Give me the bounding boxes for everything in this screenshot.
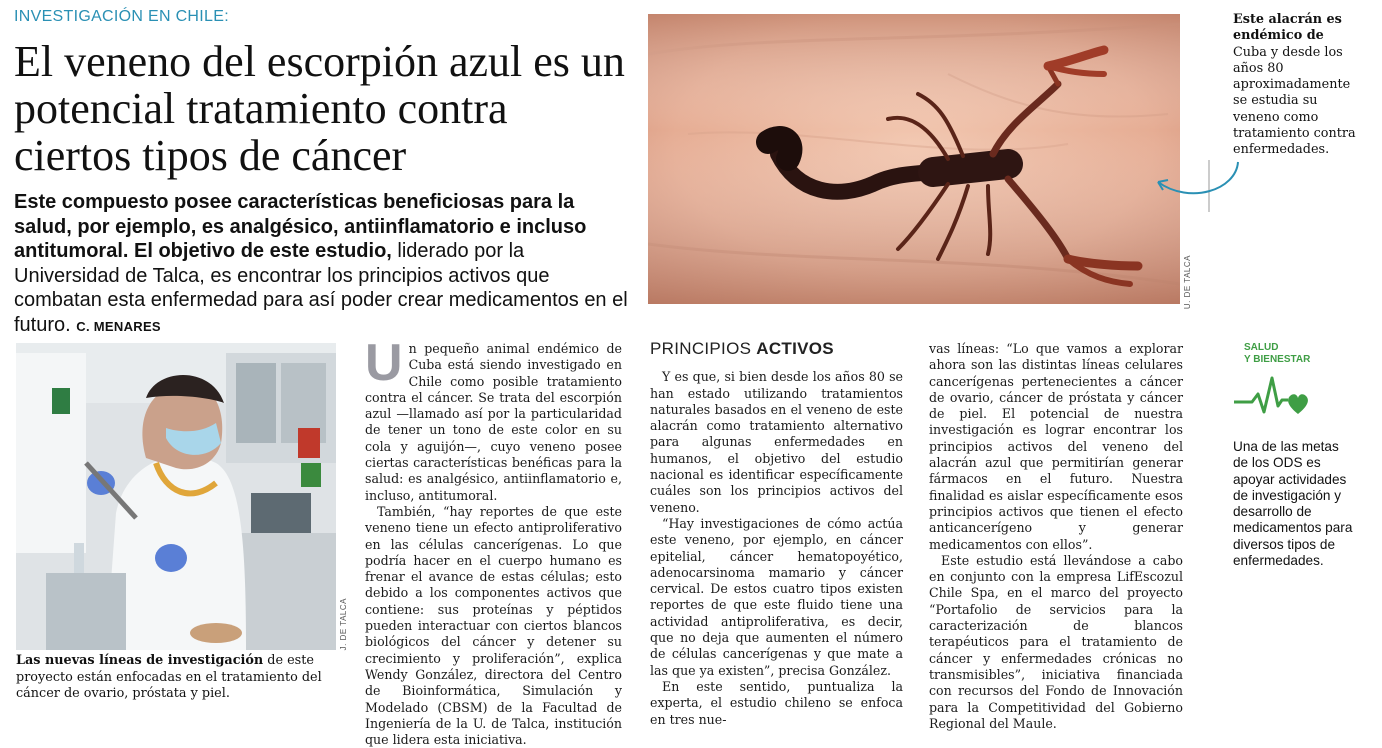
scorpion-photo bbox=[648, 14, 1180, 304]
subhead-bold: ACTIVOS bbox=[756, 339, 834, 358]
headline: El veneno del escorpión azul es un potencial tratamiento contra ciertos tipos de cáncer bbox=[14, 37, 625, 180]
lab-photo bbox=[16, 343, 336, 650]
column3-paragraph-2: Este estudio está llevándose a cabo en conjunto con la empresa LifEscozul Chile Spa, en el marco del proyecto “Portafolio de servicios para la caracterización de blancos terapéuticos para el tratamiento de cáncer y enfermedades crónicas no transmisibles”, iniciativa financiada con recursos del Fondo de Innovación para la Competitividad del Gobierno Regional del Maule. bbox=[929, 552, 1183, 731]
ods-label-line-2: Y BIENESTAR bbox=[1244, 354, 1311, 365]
article-column-2 bbox=[650, 341, 903, 728]
scorpion-photo-credit: U. DE TALCA bbox=[1183, 255, 1192, 310]
column1-paragraph-1: n pequeño animal endémico de Cuba está siendo investigado en Chile como posible tratamiento contra el cáncer. Se trata del escorpión azul —llamado así por la particularidad de tener un tono de este color en su cola y aguijón—, cuyo veneno posee ciertas características benéficas para la salud: es analgésico, antiinflamatorio e, incluso, antitumoral. bbox=[365, 341, 622, 503]
subhead-regular: PRINCIPIOS bbox=[650, 339, 757, 358]
article-column-1 bbox=[365, 334, 622, 748]
lab-caption-regular: de este proyecto están enfocadas en el tratamiento del cáncer de ovario, próstata y piel. bbox=[16, 653, 322, 701]
section-subhead bbox=[650, 341, 903, 357]
ods-label-line-1: SALUD bbox=[1244, 342, 1279, 353]
column2-paragraph-1: Y es que, si bien desde los años 80 se han estado utilizando tratamientos naturales basados en el veneno de este alacrán como tratamiento alternativo para algunas enfermedades en humanos, el objetivo del estudio nacional es identificar específicamente cuáles son los principios activos del veneno. bbox=[650, 369, 903, 515]
lab-photo-caption bbox=[16, 653, 336, 703]
callout-arrow-icon bbox=[1150, 160, 1250, 220]
heartbeat-heart-icon bbox=[1232, 372, 1312, 422]
article-column-3 bbox=[929, 341, 1183, 732]
scorpion-caption-regular: Cuba y desde los años 80 aproximadamente se estudia su veneno como tratamiento contra enfermedades. bbox=[1233, 44, 1356, 158]
column3-paragraph-1: vas líneas: “Lo que vamos a explorar ahora son las distintas líneas celulares cancerígenas pertenecientes a cáncer de ovario, cáncer de próstata y cáncer de piel. El potencial de nuestra investigación es lograr encontrar los principios activos del veneno del alacrán azul que permitirían generar fármacos en el futuro. Nuestra finalidad es aislar específicamente esos principios activos que tienen el efecto anticancerígeno y generar medicamentos con ellos”. bbox=[929, 341, 1183, 552]
author-byline: C. MENARES bbox=[76, 318, 161, 334]
lab-photo-credit: J. DE TALCA bbox=[339, 598, 348, 651]
kicker: INVESTIGACIÓN EN CHILE: bbox=[14, 8, 229, 25]
dek bbox=[14, 190, 632, 339]
dek-regular: liderado por la Universidad de Talca, es encontrar los principios activos que combatan esta enfermedad para así poder crear medicamentos en el futuro. bbox=[14, 240, 628, 336]
ods-text: Una de las metas de los ODS es apoyar actividades de investigación y desarrollo de medicamentos para diversos tipos de enfermedades. bbox=[1233, 439, 1353, 569]
scorpion-photo-caption bbox=[1233, 12, 1361, 159]
column1-paragraph-2: También, “hay reportes de que este veneno tiene un efecto antiproliferativo en las células cancerígenas. Lo que podría hacer en el cuerpo humano es frenar el avance de estas células; esto debido a los componentes activos que contiene: sus proteínas y péptidos pueden interactuar con ciertos blancos biológicos del cáncer y detener su crecimiento y proliferación”, explica Wendy González, directora del Centro de Bioinformática, Simulación y Modelado (CBSM) de la Facultad de Ingeniería de la U. de Talca, institución que lidera esta iniciativa. bbox=[365, 503, 622, 748]
scorpion-caption-bold: Este alacrán es endémico de bbox=[1233, 12, 1342, 44]
lab-caption-bold: Las nuevas líneas de investigación bbox=[16, 653, 264, 668]
scorpion-photo-art bbox=[648, 14, 1180, 304]
dropcap: U bbox=[365, 334, 403, 392]
column2-paragraph-3: En este sentido, puntualiza la experta, el estudio chileno se enfoca en tres nue- bbox=[650, 678, 903, 727]
lab-photo-art bbox=[16, 343, 336, 650]
dek-bold: Este compuesto posee características beneficiosas para la salud, por ejemplo, es analgésico, antiinflamatorio e incluso antitumoral. El objetivo de este estudio, bbox=[14, 191, 587, 262]
ods-label bbox=[1244, 342, 1310, 366]
column2-paragraph-2: “Hay investigaciones de cómo actúa este veneno, por ejemplo, en cáncer epitelial, cáncer hematopoyético, adenocarsinoma mamario y cáncer cervical. De estos cuatro tipos existen reportes de que este fluido tiene una actividad antiproliferativa, es decir, que no deja que aumenten el número de células cancerígenas y que mate a las que ya existen”, precisa González. bbox=[650, 515, 903, 678]
